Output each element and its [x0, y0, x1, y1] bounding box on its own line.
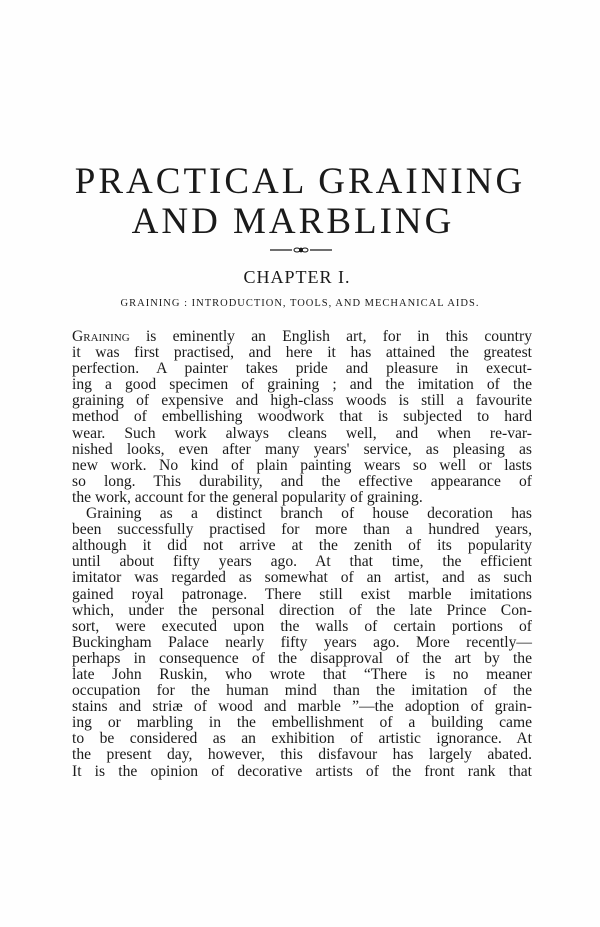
text-line: perfection. A painter takes pride and pleasure in execut-: [72, 360, 532, 378]
text-line: gained royal patronage. There still exist marble imitations: [72, 585, 532, 603]
text-line: to be considered as an exhibition of artistic ignorance. At: [72, 730, 532, 748]
body-text: [72, 329, 532, 780]
text-line: [72, 329, 532, 345]
text-line: ing or marbling in the embellishment of a building came: [72, 714, 532, 732]
text-line: nished looks, even after many years' service, as pleasing as: [72, 440, 532, 458]
text-line: been successfully practised for more than a hundred years,: [72, 521, 532, 539]
drop-word: Graining: [72, 328, 130, 345]
text-line: Buckingham Palace nearly fifty years ago. More recently—: [72, 633, 532, 651]
text-line: although it did not arrive at the zenith of its popularity: [72, 537, 532, 555]
text-line: It is the opinion of decorative artists of the front rank that: [72, 762, 532, 780]
text-line: so long. This durability, and the effective appearance of: [72, 472, 532, 490]
text-line: the present day, however, this disfavour has largely abated.: [72, 746, 532, 764]
text-line: which, under the personal direction of the late Prince Con-: [72, 601, 532, 619]
text-line: wear. Such work always cleans well, and when re-var-: [72, 424, 532, 442]
text-line: method of embellishing woodwork that is subjected to hard: [72, 408, 532, 426]
text-line: graining of expensive and high-class woods is still a favourite: [72, 392, 532, 410]
book-title-line-1: PRACTICAL GRAINING: [74, 161, 526, 202]
text-line: sort, were executed upon the walls of certain portions of: [72, 617, 532, 635]
text-line-rest: is eminently an English art, for in this country: [129, 328, 532, 345]
text-line: until about fifty years ago. At that time, the efficient: [72, 553, 532, 571]
text-line: the work, account for the general popularity of graining.: [72, 488, 423, 506]
book-title-line-2: AND MARBLING: [131, 201, 455, 242]
chapter-heading: CHAPTER I.: [243, 267, 351, 287]
text-line: perhaps in consequence of the disapproval of the art by the: [72, 649, 532, 667]
text-line: stains and striæ of wood and marble ”—the adoption of grain-: [72, 698, 532, 716]
text-line: new work. No kind of plain painting wears so well or lasts: [72, 456, 532, 474]
text-line: Graining as a distinct branch of house decoration has: [86, 505, 532, 523]
text-line: it was first practised, and here it has attained the greatest: [72, 344, 532, 362]
text-line: late John Ruskin, who wrote that “There is no meaner: [72, 665, 532, 683]
text-line: ing a good specimen of graining ; and the imitation of the: [72, 376, 532, 394]
ornament-divider-icon: [268, 245, 334, 255]
text-line: imitator was regarded as somewhat of an artist, and as such: [72, 569, 532, 587]
chapter-subtitle: GRAINING : INTRODUCTION, TOOLS, AND MECHANICAL AIDS.: [120, 298, 480, 309]
text-line: occupation for the human mind than the imitation of the: [72, 682, 532, 700]
